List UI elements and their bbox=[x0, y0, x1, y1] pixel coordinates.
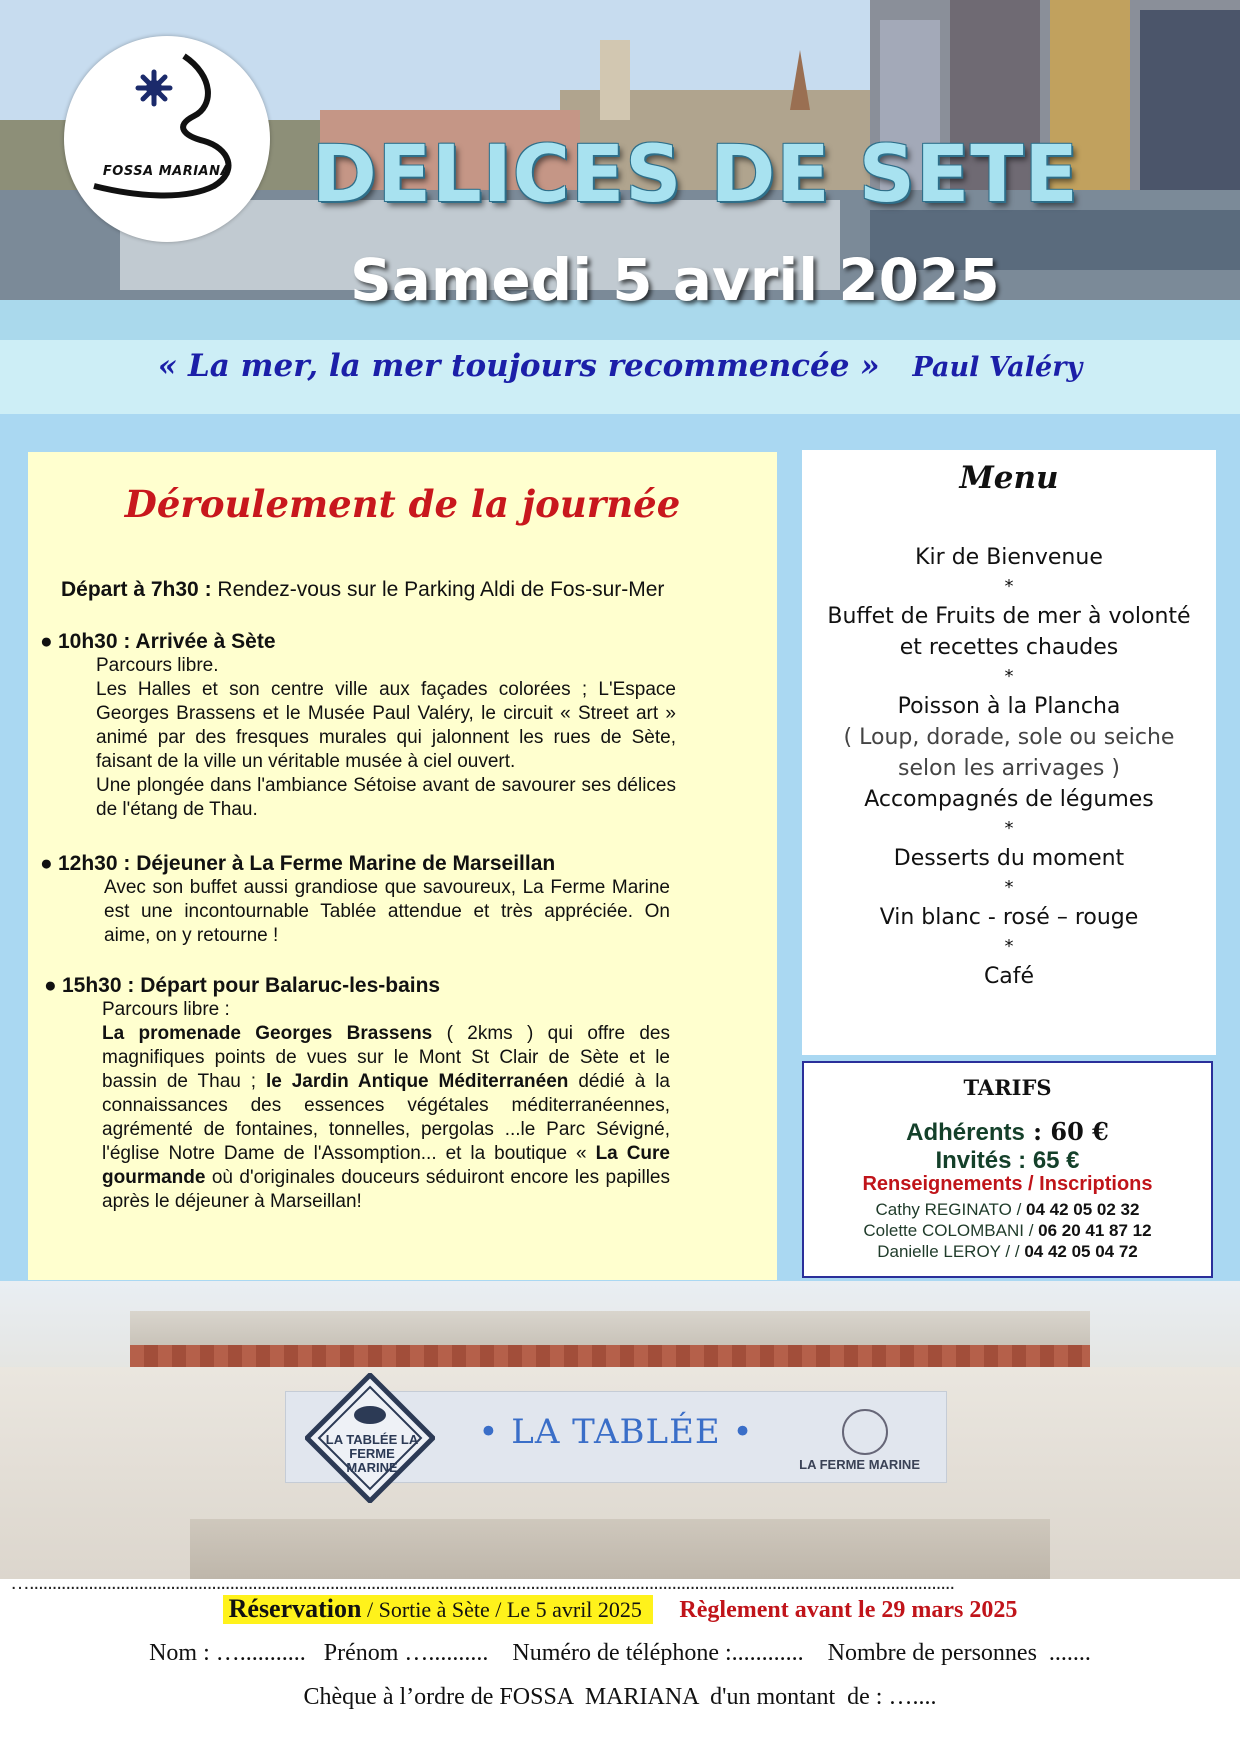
menu-separator: * bbox=[1004, 666, 1014, 687]
menu-separator: * bbox=[1004, 877, 1014, 898]
departure-text: Rendez-vous sur le Parking Aldi de Fos-sur-Mer bbox=[211, 578, 665, 601]
menu-item: Accompagnés de légumes bbox=[864, 787, 1154, 812]
bullet-icon: ● bbox=[40, 852, 53, 875]
circle-badge-icon bbox=[842, 1409, 888, 1455]
contact-name: Colette COLOMBANI / bbox=[863, 1221, 1039, 1240]
highlight-text: La promenade Georges Brassens bbox=[102, 1023, 433, 1044]
program-title: Déroulement de la journée bbox=[124, 482, 681, 526]
menu-list bbox=[802, 542, 1216, 992]
reservation-highlight bbox=[223, 1595, 654, 1624]
slot-heading: 12h30 : Déjeuner à La Ferme Marine de Marseillan bbox=[58, 852, 556, 875]
restaurant-photo bbox=[0, 1281, 1240, 1579]
menu-title: Menu bbox=[959, 460, 1059, 496]
reservation-label: Réservation bbox=[228, 1594, 362, 1623]
slot-1030 bbox=[40, 630, 676, 822]
sign-subtext: LA FERME MARINE bbox=[799, 1457, 920, 1472]
menu-item: selon les arrivages ) bbox=[898, 756, 1120, 781]
body-text: dédié à la connaissances des essences végétales méditerranéennes, agrémenté de fontaines, tonnelles, pergolas ...le Parc Sévigné, l'église Notre Dame de l'Assomption... et la boutique « bbox=[102, 1071, 670, 1164]
menu-panel bbox=[802, 450, 1216, 1055]
slot-line: Les Halles et son centre ville aux façades colorées ; L'Espace Georges Brassens et le Musée Paul Valéry, le circuit « Street art » animé par des fresques murales qui jalonnent les rues de Sète, faisant de la ville un véritable musée à ciel ouvert. bbox=[96, 679, 676, 772]
contact-phone: 04 42 05 04 72 bbox=[1024, 1242, 1138, 1261]
menu-item: et recettes chaudes bbox=[899, 635, 1119, 660]
contact-line bbox=[804, 1221, 1211, 1241]
quote-author: Paul Valéry bbox=[912, 352, 1083, 383]
departure-label: Départ à 7h30 : bbox=[61, 578, 212, 601]
menu-item: Buffet de Fruits de mer à volonté bbox=[827, 604, 1191, 629]
highlight-text: le Jardin Antique Méditerranéen bbox=[265, 1071, 569, 1092]
reservation-details: / Sortie à Sète / Le 5 avril 2025 bbox=[361, 1597, 648, 1622]
price-label: Adhérents bbox=[906, 1119, 1025, 1146]
bullet-icon: ● bbox=[40, 630, 53, 653]
slot-1530 bbox=[44, 974, 670, 1214]
info-heading: Renseignements / Inscriptions bbox=[862, 1173, 1153, 1195]
highlight-text: La Cure gourmande bbox=[102, 1143, 670, 1188]
slot-heading: 10h30 : Arrivée à Sète bbox=[58, 630, 276, 653]
reservation-line bbox=[0, 1594, 1240, 1624]
logo-text: FOSSA MARIANA bbox=[102, 164, 232, 179]
contact-line bbox=[804, 1200, 1211, 1220]
menu-item: Poisson à la Plancha bbox=[897, 694, 1121, 719]
body-text: ( 2kms ) qui offre des magnifiques points de vues sur le Mont St Clair de Sète et le bassin de Thau ; bbox=[102, 1023, 670, 1092]
slot-line: Avec son buffet aussi grandiose que savoureux, La Ferme Marine est une incontournable Tablée attendue et très appréciée. On aime, on y retourne ! bbox=[104, 877, 670, 946]
price-adherents bbox=[804, 1117, 1211, 1147]
tarifs-box bbox=[802, 1061, 1213, 1278]
tarifs-title: TARIFS bbox=[963, 1075, 1052, 1100]
cheque-line[interactable]: Chèque à l’ordre de FOSSA MARIANA d'un montant de : ….... bbox=[303, 1684, 937, 1710]
slot-paragraph bbox=[102, 1022, 670, 1214]
menu-item: Café bbox=[983, 964, 1035, 989]
menu-separator: * bbox=[1004, 936, 1014, 957]
diamond-logo-text: LA TABLÉE LA FERME MARINE bbox=[325, 1432, 419, 1475]
header-banner bbox=[0, 0, 1240, 340]
event-date: Samedi 5 avril 2025 bbox=[350, 246, 1000, 314]
quote-text: « La mer, la mer toujours recommencée » bbox=[157, 348, 880, 384]
body-text: où d'originales douceurs séduiront encore les papilles après le déjeuner à Marseillan! bbox=[102, 1167, 670, 1212]
departure-line bbox=[61, 578, 664, 602]
menu-item: ( Loup, dorade, sole ou seiche bbox=[843, 725, 1175, 750]
contact-name: Danielle LEROY / / bbox=[877, 1242, 1025, 1261]
slot-1230 bbox=[40, 852, 670, 948]
fossa-mariana-logo bbox=[64, 36, 270, 242]
cut-line: …........................................................................................................................................................................................................... bbox=[10, 1572, 954, 1594]
price-value: : 60 € bbox=[1024, 1117, 1109, 1146]
menu-separator: * bbox=[1004, 576, 1014, 597]
menu-item: Desserts du moment bbox=[893, 846, 1125, 871]
roof-tiles bbox=[130, 1345, 1090, 1367]
slot-line: Parcours libre. bbox=[96, 655, 219, 676]
bullet-icon: ● bbox=[44, 974, 57, 997]
payment-deadline: Règlement avant le 29 mars 2025 bbox=[679, 1597, 1018, 1623]
quote bbox=[0, 348, 1240, 384]
slot-line: Une plongée dans l'ambiance Sétoise avant de savourer ses délices de l'étang de Thau. bbox=[96, 775, 676, 820]
contact-phone: 06 20 41 87 12 bbox=[1038, 1221, 1152, 1240]
contact-name: Cathy REGINATO / bbox=[875, 1200, 1027, 1219]
door-frame bbox=[190, 1519, 1050, 1579]
slot-line: Parcours libre : bbox=[102, 999, 230, 1020]
contact-line bbox=[804, 1242, 1211, 1262]
menu-separator: * bbox=[1004, 818, 1014, 839]
contact-phone: 04 42 05 02 32 bbox=[1026, 1200, 1140, 1219]
form-fields-line[interactable]: Nom : …........... Prénom ….......... Numéro de téléphone :............ Nombre de personnes ....... bbox=[149, 1640, 1091, 1666]
menu-item: Kir de Bienvenue bbox=[915, 545, 1103, 570]
sign-text: • LA TABLÉE • bbox=[478, 1412, 754, 1452]
page-title: DELICES DE SETE bbox=[312, 130, 1079, 220]
roof bbox=[130, 1311, 1090, 1349]
price-invites: Invités : 65 € bbox=[935, 1147, 1080, 1174]
quote-band bbox=[0, 340, 1240, 414]
logo-icon bbox=[64, 36, 270, 242]
program-panel bbox=[28, 452, 777, 1280]
slot-heading: 15h30 : Départ pour Balaruc-les-bains bbox=[62, 974, 441, 997]
menu-item: Vin blanc - rosé – rouge bbox=[879, 905, 1139, 930]
